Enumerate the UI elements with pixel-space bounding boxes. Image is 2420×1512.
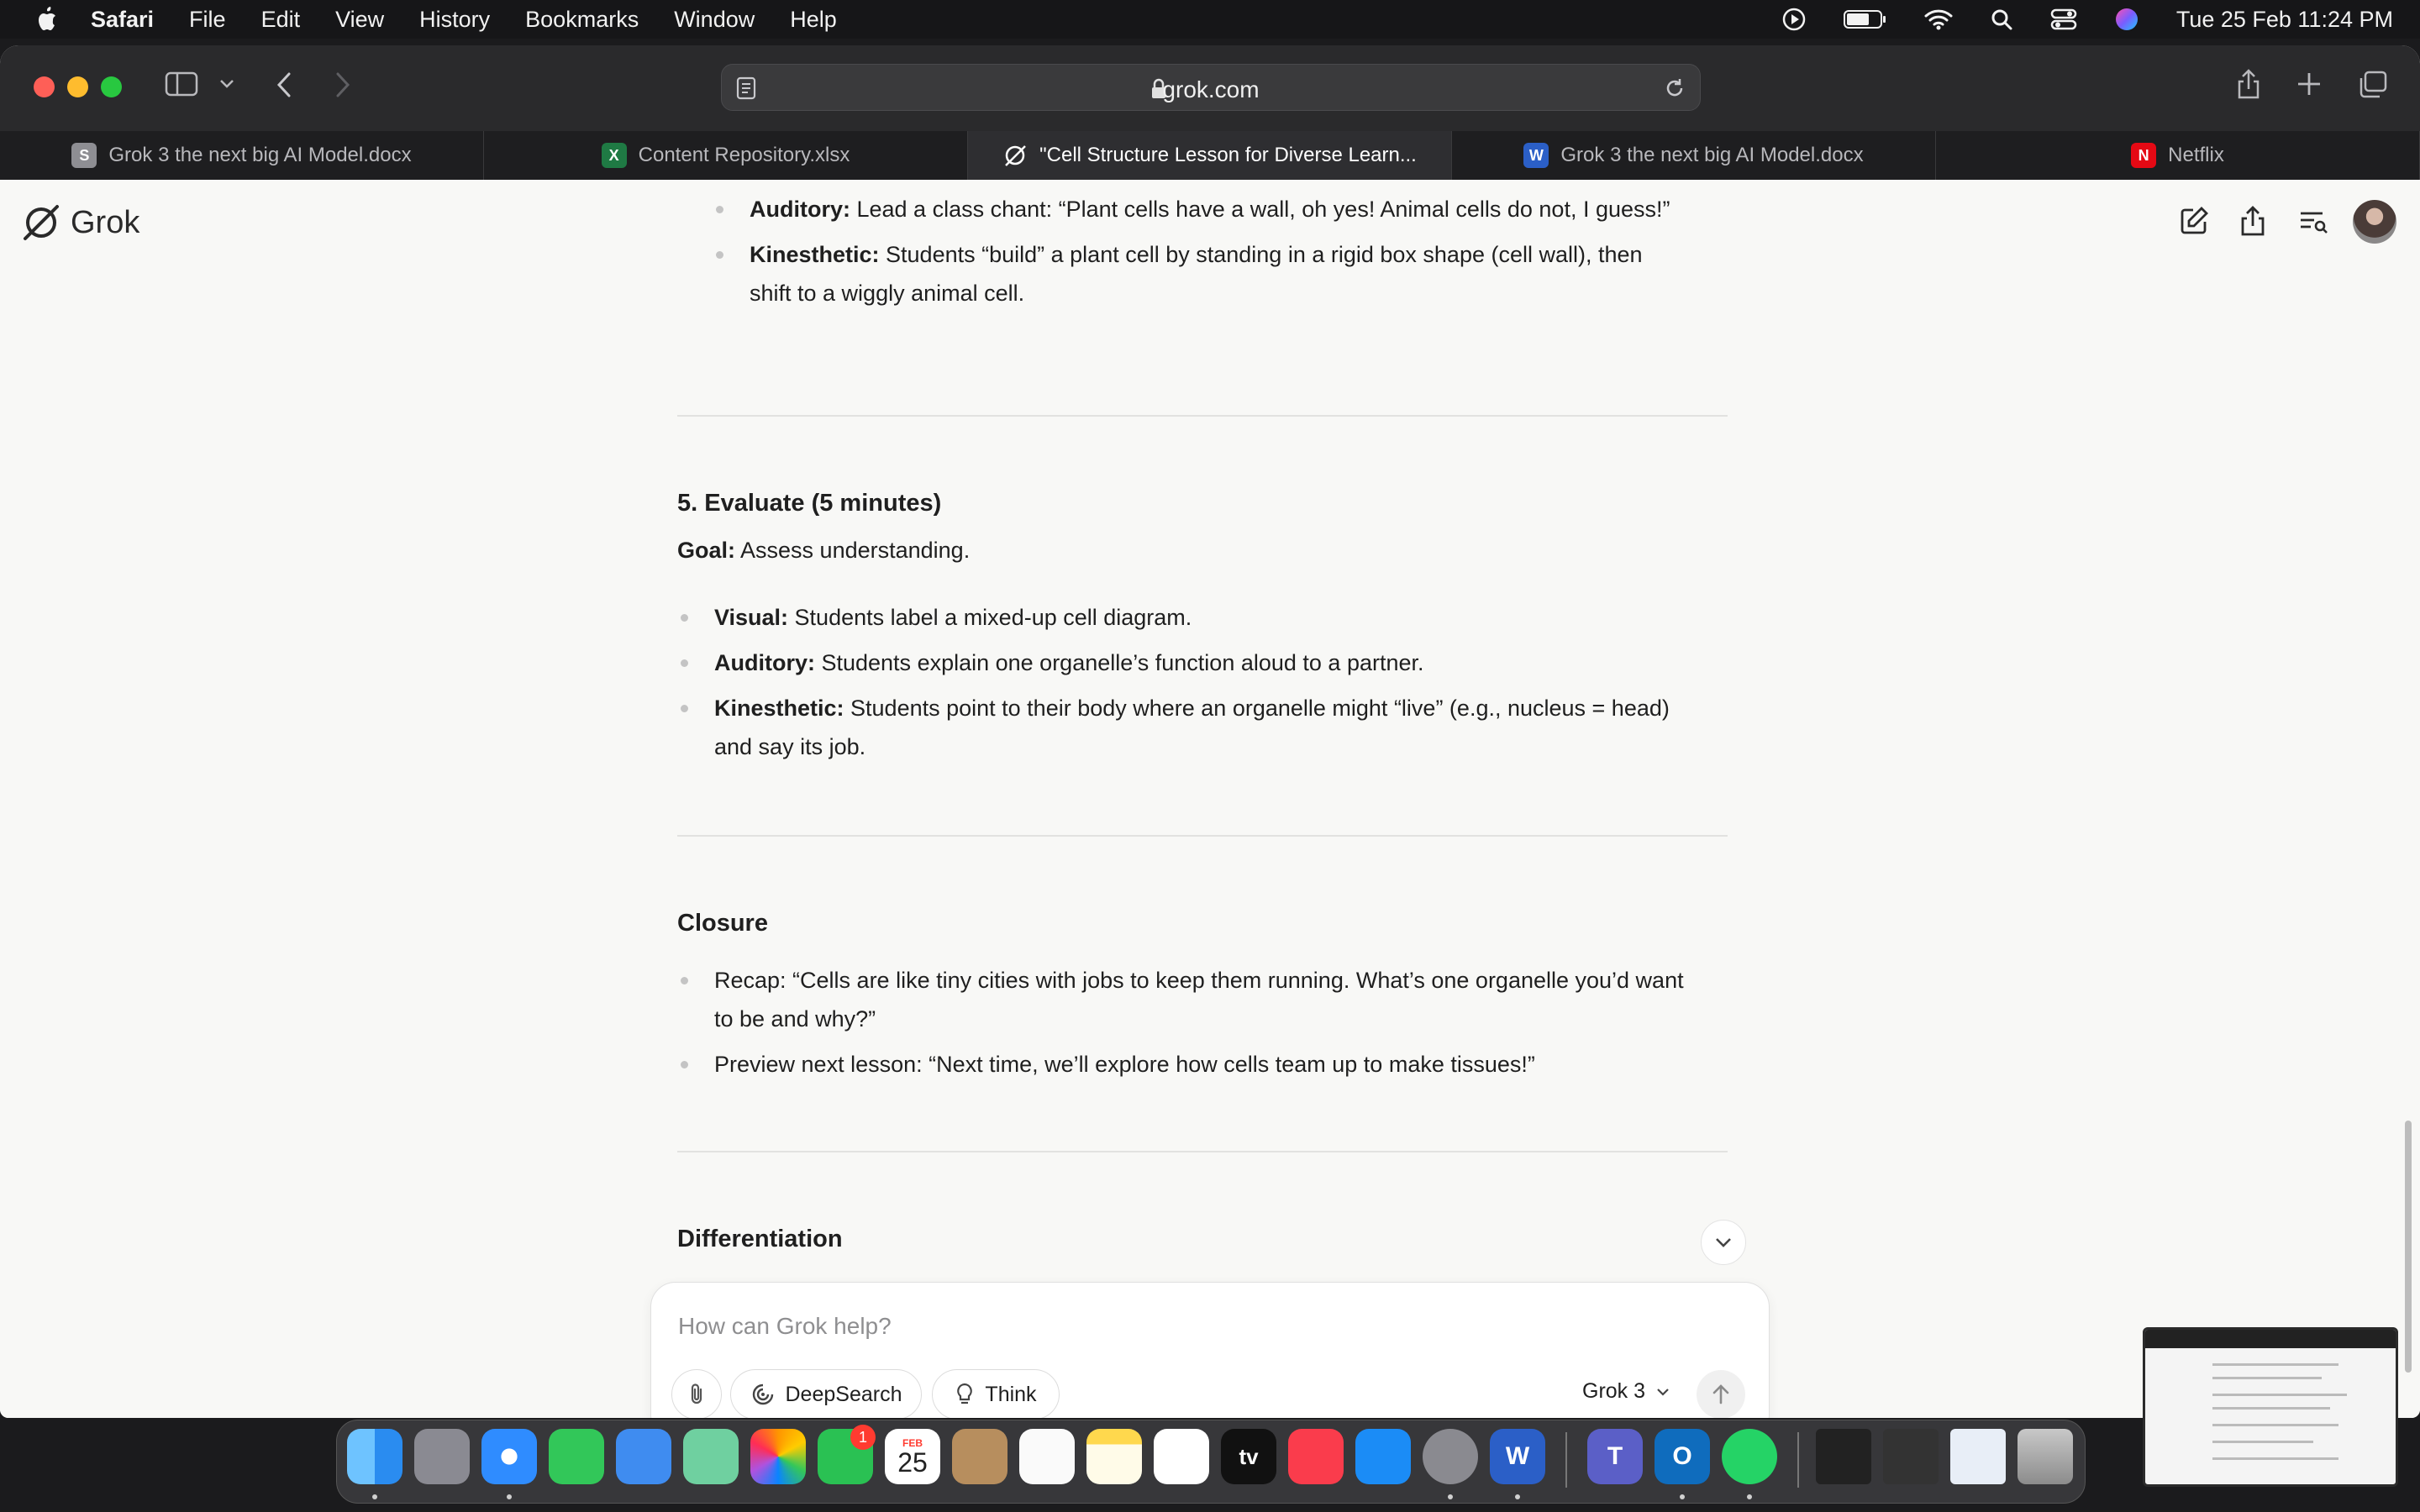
thumbnail-line bbox=[2212, 1407, 2330, 1410]
evaluate-heading: 5. Evaluate (5 minutes) bbox=[677, 490, 942, 517]
sidebar-toggle-icon[interactable] bbox=[165, 71, 198, 97]
menu-bar bbox=[0, 0, 2420, 39]
bullet-dot bbox=[681, 659, 688, 667]
list-item bbox=[750, 235, 1643, 274]
message-composer bbox=[650, 1282, 1770, 1418]
battery-icon[interactable] bbox=[1844, 8, 1887, 30]
lightbulb-icon bbox=[955, 1382, 975, 1407]
minimize-window-button[interactable] bbox=[67, 76, 88, 97]
deepsearch-label: DeepSearch bbox=[785, 1382, 902, 1406]
screenshot-preview-thumbnail[interactable] bbox=[2143, 1327, 2398, 1487]
deepsearch-icon bbox=[750, 1382, 776, 1407]
menu-view[interactable]: View bbox=[335, 6, 385, 32]
tab-bar bbox=[0, 131, 2420, 180]
system-settings-icon[interactable] bbox=[1423, 1429, 1478, 1484]
grok-page bbox=[0, 180, 2420, 1418]
item-label: Kinesthetic: bbox=[750, 242, 880, 267]
minimized-window-thumbnail[interactable] bbox=[1950, 1429, 2006, 1484]
safari-window bbox=[0, 45, 2420, 1418]
thumbnail-line bbox=[2212, 1424, 2338, 1426]
grok-favicon-icon bbox=[1002, 143, 1028, 168]
item-label: Kinesthetic: bbox=[714, 696, 844, 721]
list-item bbox=[714, 598, 1192, 637]
control-center-icon[interactable] bbox=[2050, 8, 2077, 31]
outlook-icon[interactable]: O bbox=[1655, 1429, 1710, 1484]
netflix-icon: N bbox=[2131, 143, 2156, 168]
tab-label: Content Repository.xlsx bbox=[638, 144, 850, 166]
tab-grok-docx-2[interactable] bbox=[1452, 131, 1936, 180]
share-conversation-icon[interactable] bbox=[2238, 205, 2267, 237]
word-app-icon[interactable]: W bbox=[1490, 1429, 1545, 1484]
chevron-down-icon bbox=[1655, 1387, 1670, 1397]
goal-text: Assess understanding. bbox=[735, 538, 971, 563]
freeform-icon[interactable] bbox=[1154, 1429, 1209, 1484]
item-text: Lead a class chant: “Plant cells have a wall, oh yes! Animal cells do not, I guess!” bbox=[850, 197, 1670, 222]
running-indicator bbox=[1515, 1494, 1520, 1499]
menu-history[interactable]: History bbox=[419, 6, 491, 32]
calendar-day: 25 bbox=[897, 1447, 928, 1478]
item-label: Auditory: bbox=[714, 650, 815, 675]
list-item bbox=[714, 643, 1424, 682]
list-item bbox=[750, 190, 1670, 228]
section-divider bbox=[677, 1151, 1728, 1152]
arrow-up-icon bbox=[1711, 1383, 1731, 1406]
launchpad-icon[interactable] bbox=[414, 1429, 470, 1484]
word-icon: W bbox=[1523, 143, 1549, 168]
document-s-icon: S bbox=[71, 143, 97, 168]
menu-clock[interactable]: Tue 25 Feb 11:24 PM bbox=[2175, 6, 2393, 32]
bullet-dot bbox=[716, 251, 723, 259]
finder-icon[interactable] bbox=[347, 1429, 402, 1484]
dock-divider bbox=[1797, 1432, 1799, 1488]
whatsapp-icon[interactable] bbox=[1722, 1429, 1777, 1484]
running-indicator bbox=[507, 1494, 512, 1499]
list-item-continuation bbox=[714, 727, 865, 766]
item-label: Visual: bbox=[714, 605, 789, 630]
app-store-icon[interactable] bbox=[1355, 1429, 1411, 1484]
scrollbar[interactable] bbox=[2405, 1121, 2412, 1373]
thumbnail-titlebar bbox=[2145, 1330, 2396, 1348]
model-name: Grok 3 bbox=[1582, 1379, 1646, 1403]
trash-icon[interactable] bbox=[2018, 1429, 2073, 1484]
tab-label: Netflix bbox=[2168, 144, 2224, 166]
calendar-icon[interactable] bbox=[885, 1429, 940, 1484]
mail-icon[interactable] bbox=[616, 1429, 671, 1484]
tab-group-chevron-icon[interactable] bbox=[218, 77, 235, 91]
history-search-icon[interactable] bbox=[2297, 205, 2329, 237]
excel-icon: X bbox=[602, 143, 627, 168]
differentiation-heading: Differentiation bbox=[677, 1226, 843, 1252]
browser-toolbar bbox=[0, 45, 2420, 131]
url-text[interactable]: grok.com bbox=[1162, 76, 1260, 102]
messages-icon[interactable] bbox=[549, 1429, 604, 1484]
attach-button[interactable] bbox=[671, 1369, 722, 1418]
new-tab-icon[interactable] bbox=[2296, 71, 2323, 97]
notes-icon[interactable] bbox=[1086, 1429, 1142, 1484]
address-bar[interactable] bbox=[721, 64, 1701, 111]
item-text: Students point to their body where an organelle might “live” (e.g., nucleus = head) bbox=[844, 696, 1670, 721]
model-selector[interactable] bbox=[1582, 1379, 1670, 1404]
bullet-dot bbox=[716, 206, 723, 213]
reminders-icon[interactable] bbox=[1019, 1429, 1075, 1484]
thumbnail-line bbox=[2212, 1394, 2347, 1396]
running-indicator bbox=[1680, 1494, 1685, 1499]
now-playing-icon[interactable] bbox=[1781, 7, 1807, 32]
list-item-continuation bbox=[750, 274, 1024, 312]
goal-line bbox=[677, 531, 970, 570]
music-icon[interactable] bbox=[1288, 1429, 1344, 1484]
section-divider bbox=[677, 835, 1728, 837]
siri-icon[interactable] bbox=[2114, 7, 2139, 32]
tab-label: Grok 3 the next big AI Model.docx bbox=[108, 144, 412, 166]
list-item bbox=[714, 689, 1670, 727]
close-window-button[interactable] bbox=[34, 76, 55, 97]
facetime-badge: 1 bbox=[850, 1425, 876, 1450]
item-text: and say its job. bbox=[714, 734, 866, 759]
deepsearch-button[interactable] bbox=[730, 1369, 922, 1418]
user-avatar[interactable] bbox=[2353, 200, 2396, 244]
running-indicator bbox=[1747, 1494, 1752, 1499]
bullet-dot bbox=[681, 614, 688, 622]
bullet-dot bbox=[681, 705, 688, 712]
item-text: Preview next lesson: “Next time, we’ll explore how cells team up to make tissues!” bbox=[714, 1052, 1535, 1077]
tab-overview-icon[interactable] bbox=[2358, 71, 2388, 99]
think-label: Think bbox=[985, 1382, 1037, 1406]
tab-label: "Cell Structure Lesson for Diverse Learn... bbox=[1039, 144, 1417, 166]
menu-file[interactable]: File bbox=[189, 6, 226, 32]
dock-divider bbox=[1565, 1432, 1567, 1488]
grok-logo[interactable] bbox=[20, 202, 139, 244]
tab-cell-structure-lesson[interactable] bbox=[968, 131, 1452, 180]
minimized-window-thumbnail[interactable] bbox=[1816, 1429, 1871, 1484]
back-icon[interactable] bbox=[272, 71, 296, 99]
reload-icon[interactable] bbox=[1663, 76, 1686, 100]
photos-icon[interactable] bbox=[750, 1429, 806, 1484]
item-text: Recap: “Cells are like tiny cities with jobs to keep them running. What’s one organelle you’d want bbox=[714, 968, 1684, 993]
tab-netflix[interactable] bbox=[1936, 131, 2420, 180]
section-divider bbox=[677, 415, 1728, 417]
new-chat-icon[interactable] bbox=[2178, 205, 2210, 237]
tab-content-repository[interactable] bbox=[484, 131, 968, 180]
chevron-down-icon bbox=[1713, 1236, 1733, 1249]
minimized-window-thumbnail[interactable] bbox=[1883, 1429, 1939, 1484]
menu-edit[interactable]: Edit bbox=[260, 6, 301, 32]
thumbnail-line bbox=[2212, 1457, 2338, 1460]
bullet-dot bbox=[681, 977, 688, 984]
tv-label: tv bbox=[1239, 1443, 1259, 1469]
closure-heading: Closure bbox=[677, 910, 768, 937]
bullet-dot bbox=[681, 1061, 688, 1068]
grok-logo-icon bbox=[20, 202, 62, 244]
list-item-continuation bbox=[714, 1000, 876, 1038]
thumbnail-line bbox=[2212, 1363, 2338, 1366]
list-item bbox=[714, 961, 1684, 1000]
apple-tv-icon[interactable] bbox=[1221, 1429, 1276, 1484]
safari-icon[interactable] bbox=[481, 1429, 537, 1484]
thumbnail-line bbox=[2212, 1441, 2313, 1443]
dock bbox=[336, 1420, 2086, 1504]
spotlight-search-icon[interactable] bbox=[1990, 8, 2013, 31]
item-text: Students label a mixed-up cell diagram. bbox=[788, 605, 1192, 630]
thumbnail-line bbox=[2212, 1377, 2322, 1379]
item-text: Students “build” a plant cell by standing in a rigid box shape (cell wall), then bbox=[879, 242, 1643, 267]
menu-app-name[interactable]: Safari bbox=[91, 6, 155, 32]
forward-icon[interactable] bbox=[331, 71, 355, 99]
item-text: to be and why?” bbox=[714, 1006, 876, 1032]
list-item bbox=[714, 1045, 1535, 1084]
menu-window[interactable]: Window bbox=[674, 6, 755, 32]
share-icon[interactable] bbox=[2235, 67, 2262, 101]
teams-icon[interactable]: T bbox=[1587, 1429, 1643, 1484]
tab-label: Grok 3 the next big AI Model.docx bbox=[1560, 144, 1864, 166]
menu-bookmarks[interactable]: Bookmarks bbox=[525, 6, 639, 32]
item-text: Students explain one organelle’s function aloud to a partner. bbox=[814, 650, 1424, 675]
goal-label: Goal: bbox=[677, 538, 736, 563]
grok-logo-text: Grok bbox=[71, 204, 140, 240]
running-indicator bbox=[372, 1494, 377, 1499]
paperclip-icon bbox=[687, 1382, 706, 1407]
calendar-month: FEB bbox=[902, 1437, 923, 1449]
wifi-icon[interactable] bbox=[1924, 8, 1953, 30]
item-text: shift to a wiggly animal cell. bbox=[750, 281, 1025, 306]
running-indicator bbox=[1448, 1494, 1453, 1499]
contacts-icon[interactable] bbox=[952, 1429, 1007, 1484]
message-input[interactable]: How can Grok help? bbox=[678, 1313, 892, 1339]
send-button[interactable] bbox=[1697, 1370, 1745, 1418]
maps-icon[interactable] bbox=[683, 1429, 739, 1484]
think-button[interactable] bbox=[932, 1369, 1060, 1418]
item-label: Auditory: bbox=[750, 197, 850, 222]
scroll-to-bottom-button[interactable] bbox=[1701, 1220, 1746, 1265]
apple-menu-icon[interactable] bbox=[35, 7, 57, 32]
menu-help[interactable]: Help bbox=[790, 6, 837, 32]
tab-grok-docx-1[interactable] bbox=[0, 131, 484, 180]
zoom-window-button[interactable] bbox=[101, 76, 122, 97]
